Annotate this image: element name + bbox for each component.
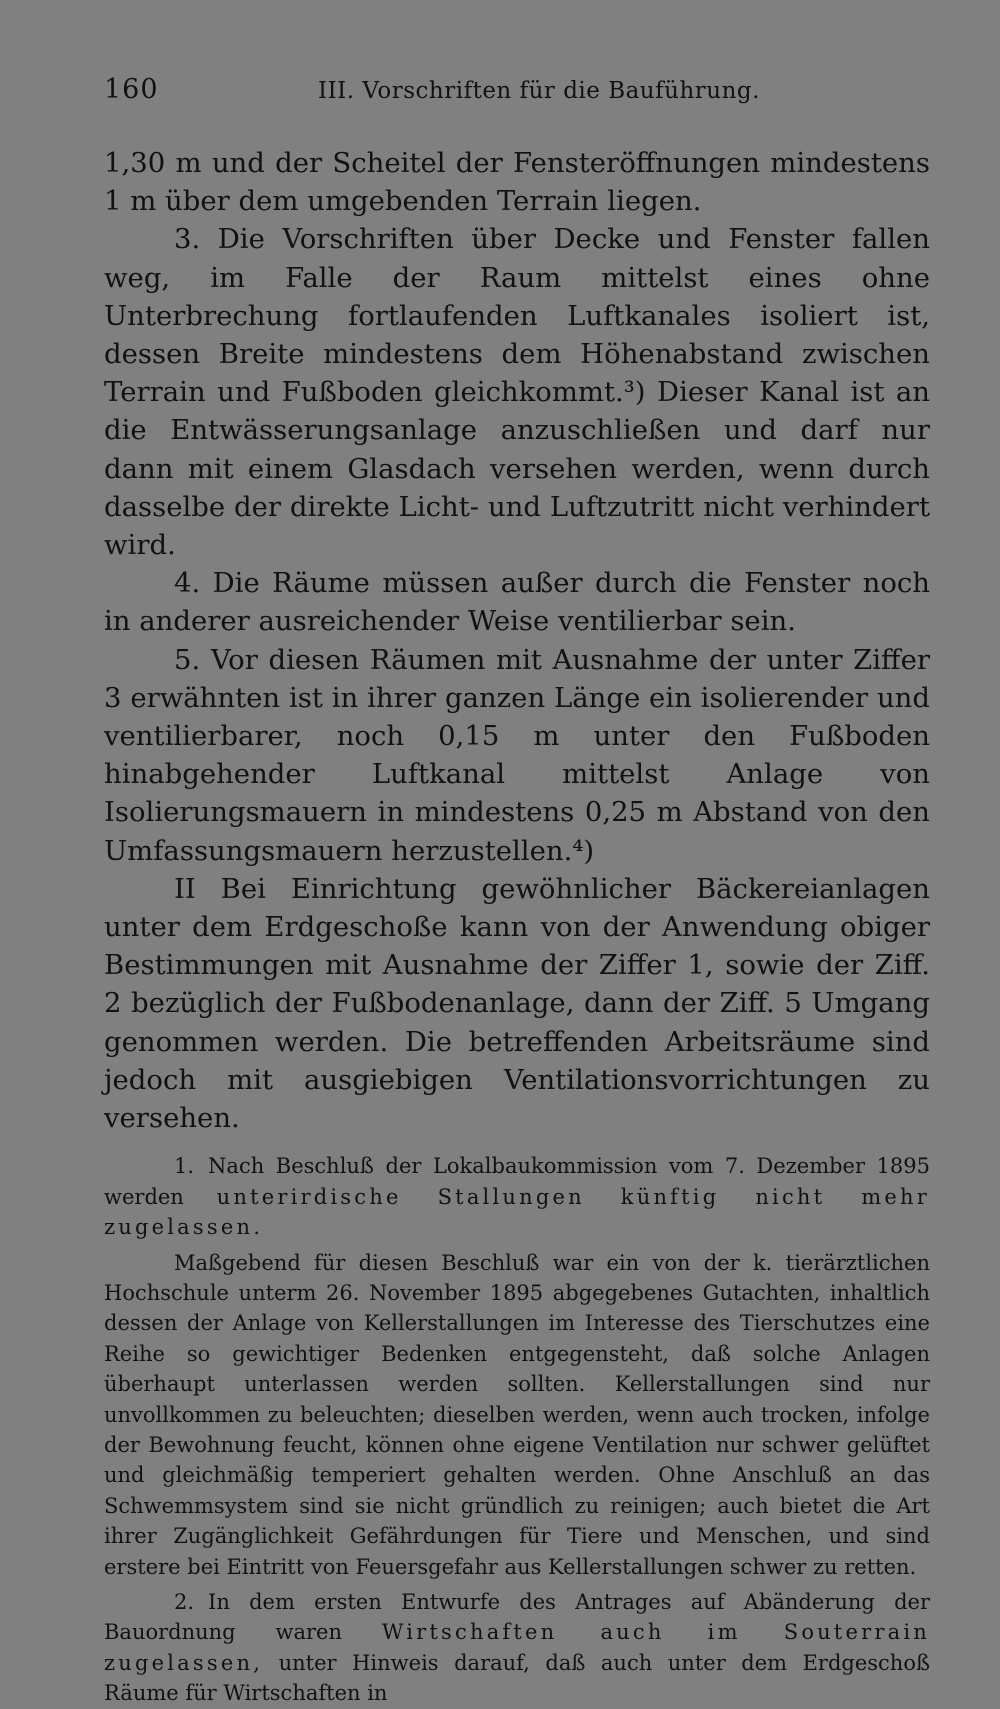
footnote-text: In dem ersten Entwurfe des Antrages auf Abänderung der Bauordnung waren — [104, 1589, 930, 1645]
paragraph-item-3: 3. Die Vorschriften über Decke und Fenster fallen weg, im Falle der Raum mittelst eines ohne Unterbrechung fortlaufenden Luftkanales isoliert ist, dessen Breite mindestens dem Höhenabstand zwischen Terrain und Fußboden gleichkommt.³) Dieser Kanal ist an die Entwässerungsanlage anzuschließen und darf nur dann mit einem Glasdach versehen werden, wenn durch dasselbe der direkte Licht- und Luftzutritt nicht verhindert wird. — [104, 223, 930, 562]
footnote-2 — [104, 1587, 930, 1709]
footnote-number: 2. — [174, 1589, 195, 1614]
footnote-emphasis: unterirdische Stallungen künftig nicht mehr zugelassen. — [104, 1184, 930, 1240]
paragraph: 1,30 m und der Scheitel der Fensteröffnungen mindestens 1 m über dem umgebenden Terrain liegen. — [104, 147, 930, 218]
paragraph-item-4: 4. Die Räume müssen außer durch die Fenster noch in anderer ausreichender Weise ventilierbar sein. — [104, 567, 930, 638]
footnotes — [104, 1151, 930, 1708]
paragraph-section-2: II Bei Einrichtung gewöhnlicher Bäckereianlagen unter dem Erdgeschoße kann von der Anwendung obiger Bestimmungen mit Ausnahme der Ziffer 1, sowie der Ziff. 2 bezüglich der Fußbodenanlage, dann der Ziff. 5 Umgang genommen werden. Die betreffenden Arbeitsräume sind jedoch mit ausgiebigen Ventilationsvorrichtungen zu versehen. — [104, 872, 930, 1135]
footnote-number: 1. — [174, 1154, 195, 1179]
body-text — [104, 144, 930, 1137]
footnote-emphasis: Wirtschaften auch im Souterrain zugelassen, — [104, 1620, 930, 1675]
footnote-1 — [104, 1151, 930, 1242]
page-header — [104, 74, 930, 116]
footnote-text: unter Hinweis darauf, daß auch unter dem Erdgeschoß Räume für Wirtschaften in — [104, 1650, 930, 1706]
footnote-1-continuation: Maßgebend für diesen Beschluß war ein von der k. tierärztlichen Hochschule unterm 26. November 1895 abgegebenes Gutachten, inhaltlich dessen der Anlage von Kellerstallungen im Interesse des Tierschutzes eine Reihe so gewichtiger Bedenken entgegensteht, daß solche Anlagen überhaupt unterlassen werden sollten. Kellerstallungen sind nur unvollkommen zu beleuchten; dieselben werden, wenn auch trocken, infolge der Bewohnung feucht, können ohne eigene Ventilation nur schwer gelüftet und gleichmäßig temperiert gehalten werden. Ohne Anschluß an das Schwemmsystem sind sie nicht gründlich zu reinigen; auch bietet die Art ihrer Zugänglichkeit Gefährdungen für Tiere und Menschen, und sind erstere bei Eintritt von Feuersgefahr aus Kellerstallungen schwer zu retten. — [104, 1250, 930, 1579]
running-head: III. Vorschriften für die Bauführung. — [318, 78, 760, 104]
paragraph-item-5: 5. Vor diesen Räumen mit Ausnahme der unter Ziffer 3 erwähnten ist in ihrer ganzen Länge ein isolierender und ventilierbarer, noch 0,15 m unter den Fußboden hinabgehender Luftkanal mittelst Anlage von Isolierungsmauern in mindestens 0,25 m Abstand von den Umfassungsmauern herzustellen.⁴) — [104, 643, 930, 867]
footnote-text: Nach Beschluß der Lokalbaukommission vom 7. Dezember 1895 werden — [104, 1154, 930, 1209]
page-number: 160 — [104, 74, 159, 105]
